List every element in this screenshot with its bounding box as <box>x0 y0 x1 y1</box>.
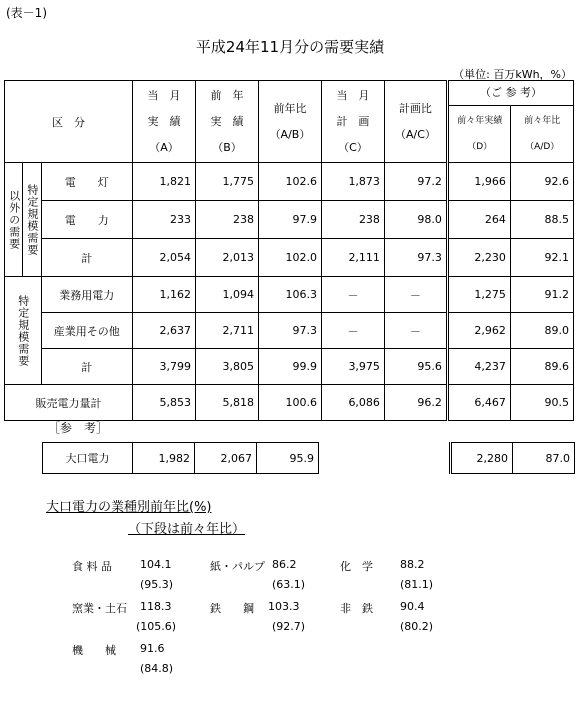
cell-a: 5,853 <box>133 385 196 421</box>
cell-ad: 92.1 <box>510 239 573 277</box>
table-number-label: (表－1) <box>6 6 47 20</box>
industry-name: 窯業・土石 <box>72 602 127 615</box>
header-kubun: 区 分 <box>5 81 133 163</box>
cell-b: 1,094 <box>195 277 258 313</box>
industry-yoy2: (84.8) <box>140 662 174 675</box>
table-row <box>5 163 574 201</box>
cell-ad: 90.5 <box>510 385 573 421</box>
table-row-total <box>5 385 574 421</box>
cell-a: 3,799 <box>133 349 196 385</box>
cell-ad: 89.6 <box>510 349 573 385</box>
cell-ac: 95.6 <box>384 349 447 385</box>
row-label: 業務用電力 <box>41 277 132 313</box>
cell-a: 233 <box>133 201 196 239</box>
cell-d: 2,962 <box>447 313 510 349</box>
header-current-actual: 当 月 実 績 （A） <box>133 81 196 163</box>
cell-d: 264 <box>447 201 510 239</box>
demand-table <box>4 80 574 421</box>
cell-c: － <box>321 313 384 349</box>
cell-d: 6,467 <box>447 385 510 421</box>
row-label: 産業用その他 <box>41 313 132 349</box>
cell-b: 5,818 <box>195 385 258 421</box>
table-row-subtotal <box>5 349 574 385</box>
industry-yoy: 104.1 <box>140 558 172 571</box>
cell-ab: 102.6 <box>258 163 321 201</box>
cell-ad: 88.5 <box>510 201 573 239</box>
cell-ac: 96.2 <box>384 385 447 421</box>
cell-a: 1,821 <box>133 163 196 201</box>
industry-section-title: 大口電力の業種別前年比(%) <box>46 500 212 515</box>
cell-b: 2,013 <box>195 239 258 277</box>
cell-a: 2,054 <box>133 239 196 277</box>
cell-ab: 99.9 <box>258 349 321 385</box>
row-label: 電 力 <box>41 201 132 239</box>
cell-ad: 89.0 <box>510 313 573 349</box>
table-row <box>5 201 574 239</box>
cell-a: 2,637 <box>133 313 196 349</box>
reference-row <box>43 443 575 474</box>
cell-a: 1,982 <box>133 443 195 474</box>
cell-c: － <box>321 277 384 313</box>
header-prev-year-actual: 前 年 実 績 （B） <box>195 81 258 163</box>
industry-yoy2: (80.2) <box>400 620 434 633</box>
row-label: 電 灯 <box>41 163 132 201</box>
cell-ad: 87.0 <box>513 443 575 474</box>
cell-a: 1,162 <box>133 277 196 313</box>
cell-c: 3,975 <box>321 349 384 385</box>
header-current-plan: 当 月 計 画 （C） <box>321 81 384 163</box>
header-row <box>5 81 574 163</box>
total-label: 販売電力量計 <box>5 385 133 421</box>
cell-d: 2,230 <box>447 239 510 277</box>
cell-d: 4,237 <box>447 349 510 385</box>
industry-yoy: 88.2 <box>400 558 425 571</box>
industry-yoy: 90.4 <box>400 600 425 613</box>
group1-label-col2: 特定規模需要 <box>23 163 41 277</box>
cell-c: 6,086 <box>321 385 384 421</box>
cell-c: 1,873 <box>321 163 384 201</box>
industry-name: 化 学 <box>340 560 373 573</box>
cell-ab: 97.3 <box>258 313 321 349</box>
header-plan-ratio: 計画比 （A/C） <box>384 81 447 163</box>
industry-yoy: 86.2 <box>272 558 297 571</box>
industry-yoy2: (63.1) <box>272 578 306 591</box>
industry-yoy2: (95.3) <box>140 578 174 591</box>
cell-ac: 97.3 <box>384 239 447 277</box>
cell-ab: 95.9 <box>257 443 319 474</box>
cell-ac: 98.0 <box>384 201 447 239</box>
table-row-subtotal <box>5 239 574 277</box>
cell-c: 238 <box>321 201 384 239</box>
industry-name: 非 鉄 <box>340 602 373 615</box>
row-label: 計 <box>41 239 132 277</box>
industry-yoy: 91.6 <box>140 642 165 655</box>
cell-b: 2,711 <box>195 313 258 349</box>
industry-yoy2: (92.7) <box>272 620 306 633</box>
cell-ad: 92.6 <box>510 163 573 201</box>
table-row <box>5 277 574 313</box>
cell-d: 2,280 <box>451 443 513 474</box>
cell-ab: 97.9 <box>258 201 321 239</box>
group1-label-col1: 以外の需要 <box>5 163 23 277</box>
industry-yoy2: (105.6) <box>136 620 177 633</box>
industry-name: 機 械 <box>72 644 116 657</box>
header-yoy: 前年比 （A/B） <box>258 81 321 163</box>
reference-label: ［参 考］ <box>48 421 109 435</box>
table-row <box>5 313 574 349</box>
group2-label: 特定規模需要 <box>5 277 42 385</box>
blank-cell <box>319 443 451 474</box>
cell-ac: － <box>384 277 447 313</box>
cell-c: 2,111 <box>321 239 384 277</box>
cell-b: 2,067 <box>195 443 257 474</box>
industry-yoy2: (81.1) <box>400 578 434 591</box>
industry-name: 紙・パルプ <box>210 560 265 573</box>
row-label: 計 <box>41 349 132 385</box>
industry-name: 食 料 品 <box>72 560 112 573</box>
industry-yoy: 103.3 <box>268 600 300 613</box>
page-title: 平成24年11月分の需要実績 <box>195 38 385 56</box>
cell-ac: 97.2 <box>384 163 447 201</box>
reference-row-label: 大口電力 <box>43 443 133 474</box>
cell-b: 3,805 <box>195 349 258 385</box>
industry-name: 鉄 鋼 <box>210 602 254 615</box>
cell-ab: 106.3 <box>258 277 321 313</box>
cell-d: 1,275 <box>447 277 510 313</box>
industry-yoy: 118.3 <box>140 600 172 613</box>
unit-label: （単位: 百万kWh，%） <box>453 68 572 81</box>
reference-table <box>42 442 575 474</box>
cell-ab: 102.0 <box>258 239 321 277</box>
cell-ab: 100.6 <box>258 385 321 421</box>
industry-section-subtitle: （下段は前々年比） <box>128 522 246 537</box>
cell-ac: － <box>384 313 447 349</box>
header-reference: （ご 参 考） 前々年実績 （D） 前々年比 （A/D） <box>447 81 573 163</box>
cell-d: 1,966 <box>447 163 510 201</box>
cell-ad: 91.2 <box>510 277 573 313</box>
cell-b: 1,775 <box>195 163 258 201</box>
cell-b: 238 <box>195 201 258 239</box>
